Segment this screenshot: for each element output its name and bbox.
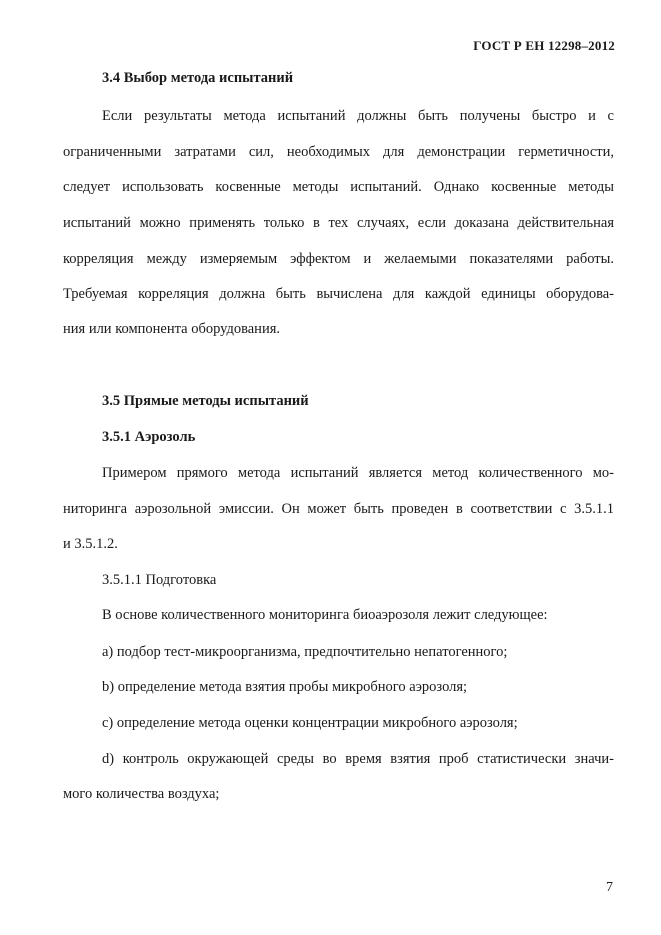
paragraph-line: и 3.5.1.2. bbox=[63, 536, 118, 552]
document-header: ГОСТ Р ЕН 12298–2012 bbox=[473, 38, 615, 53]
paragraph-line: корреляция между измеряемым эффектом и желаемыми показателями работы. bbox=[63, 251, 614, 267]
list-item-a: a) подбор тест-микроорганизма, предпочтительно непатогенного; bbox=[102, 644, 508, 660]
paragraph-line: Примером прямого метода испытаний является метод количественного мо- bbox=[102, 465, 614, 481]
list-intro: В основе количественного мониторинга биоаэрозоля лежит следующее: bbox=[102, 607, 548, 623]
clause-title-3-5-1-1: 3.5.1.1 Подготовка bbox=[102, 572, 217, 588]
paragraph-line: следует использовать косвенные методы испытаний. Однако косвенные методы bbox=[63, 179, 614, 195]
paragraph-line: ограниченными затратами сил, необходимых для демонстрации герметичности, bbox=[63, 144, 614, 160]
subsection-heading-3-5-1: 3.5.1 Аэрозоль bbox=[102, 429, 196, 445]
section-heading-3-4: 3.4 Выбор метода испытаний bbox=[102, 70, 294, 86]
list-item-d-continued: мого количества воздуха; bbox=[63, 786, 220, 802]
list-item-d: d) контроль окружающей среды во время взятия проб статистически значи- bbox=[102, 751, 614, 767]
paragraph-line: ниторинга аэрозольной эмиссии. Он может быть проведен в соответствии с 3.5.1.1 bbox=[63, 501, 614, 517]
page-number: 7 bbox=[606, 880, 613, 895]
paragraph-line: испытаний можно применять только в тех случаях, если доказана действительная bbox=[63, 215, 614, 231]
paragraph-line: ния или компонента оборудования. bbox=[63, 321, 280, 337]
paragraph-line: Требуемая корреляция должна быть вычислена для каждой единицы оборудова- bbox=[63, 286, 614, 302]
list-item-b: b) определение метода взятия пробы микробного аэрозоля; bbox=[102, 679, 468, 695]
paragraph-line: Если результаты метода испытаний должны быть получены быстро и с bbox=[102, 108, 614, 124]
section-heading-3-5: 3.5 Прямые методы испытаний bbox=[102, 393, 309, 409]
list-item-c: c) определение метода оценки концентрации микробного аэрозоля; bbox=[102, 715, 518, 731]
